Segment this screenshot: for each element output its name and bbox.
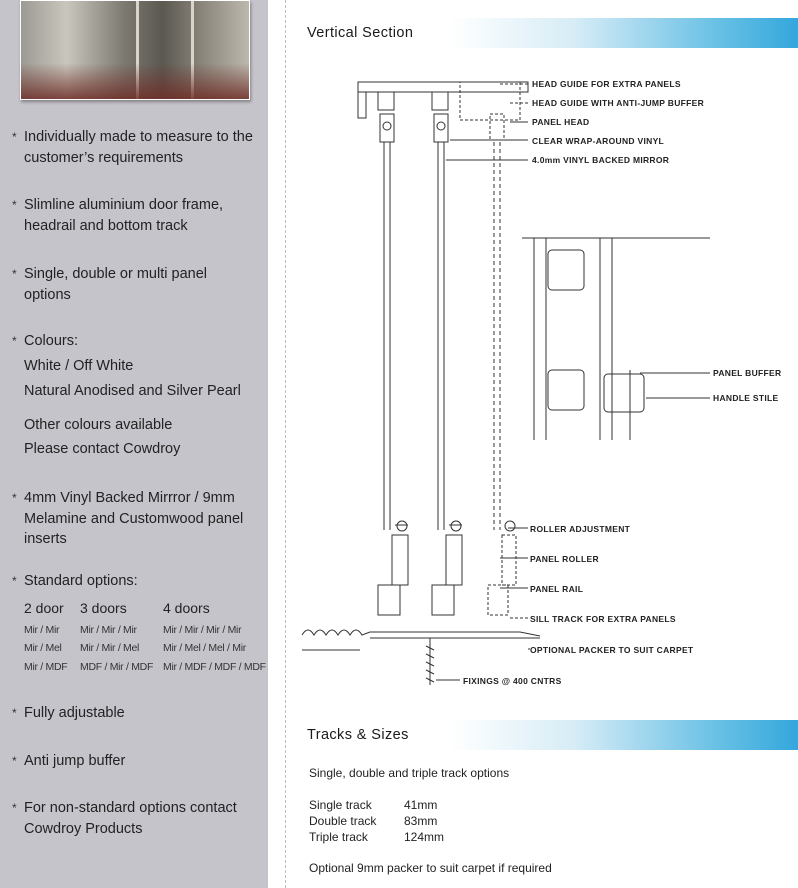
track-name: Single track bbox=[309, 798, 372, 812]
carpet bbox=[302, 630, 540, 636]
extra-roller bbox=[502, 535, 516, 585]
options-cell: Mir / Mir / Mir / Mir bbox=[163, 624, 242, 636]
bullet-icon: * bbox=[12, 130, 17, 144]
head-rail-lip bbox=[358, 92, 366, 118]
colour-line: Natural Anodised and Silver Pearl bbox=[24, 383, 241, 399]
bullet-text: Standard options: bbox=[24, 573, 138, 589]
head-guide bbox=[378, 92, 394, 110]
panel-roller bbox=[392, 535, 408, 585]
label-packer: OPTIONAL PACKER TO SUIT CARPET bbox=[530, 645, 694, 655]
bullet-text: Individually made to measure to the customer’s requirements bbox=[24, 129, 253, 166]
bullet-icon: * bbox=[12, 574, 17, 588]
bullet-text: For non-standard options contact Cowdroy Products bbox=[24, 800, 237, 837]
panel-head bbox=[434, 114, 448, 142]
section-title: Tracks & Sizes bbox=[307, 727, 409, 743]
head-guide bbox=[432, 92, 448, 110]
label-head-guide-anti: HEAD GUIDE WITH ANTI-JUMP BUFFER bbox=[532, 98, 705, 108]
track-name: Triple track bbox=[309, 830, 368, 844]
colour-line: Other colours available bbox=[24, 417, 173, 433]
track-name: Double track bbox=[309, 814, 377, 828]
options-cell: Mir / MDF / MDF / MDF bbox=[163, 661, 266, 673]
bullet-item bbox=[12, 571, 138, 592]
floor-shade bbox=[21, 63, 249, 99]
vertical-section-drawing bbox=[300, 60, 798, 700]
options-cell: MDF / Mir / MDF bbox=[80, 661, 154, 673]
track-size: 41mm bbox=[404, 798, 438, 812]
section-header-tracks bbox=[302, 720, 798, 750]
options-cell: Mir / Mel bbox=[24, 642, 62, 654]
bullet-item bbox=[12, 264, 224, 305]
panel-rail bbox=[378, 585, 400, 615]
options-cell: Mir / Mir / Mel bbox=[80, 642, 140, 654]
options-header: 3 doors bbox=[80, 600, 127, 616]
handle-stile-detail bbox=[604, 374, 644, 412]
section-header-vertical bbox=[302, 18, 798, 48]
bullet-icon: * bbox=[12, 334, 17, 348]
label-handle-stile: HANDLE STILE bbox=[713, 393, 779, 403]
label-panel-buffer: PANEL BUFFER bbox=[713, 368, 782, 378]
head-fastener bbox=[437, 122, 445, 130]
bullet-item bbox=[12, 331, 78, 352]
bullet-text: Slimline aluminium door frame, headrail and bottom track bbox=[24, 197, 224, 234]
tracks-intro: Single, double and triple track options bbox=[309, 766, 510, 780]
bullet-text: Colours: bbox=[24, 333, 78, 349]
options-cell: Mir / MDF bbox=[24, 661, 68, 673]
label-clear-vinyl: CLEAR WRAP-AROUND VINYL bbox=[532, 136, 665, 146]
panel-roller bbox=[446, 535, 462, 585]
bullet-item bbox=[12, 751, 125, 772]
label-vinyl-mirror: 4.0mm VINYL BACKED MIRROR bbox=[532, 155, 670, 165]
label-roller-adjust: ROLLER ADJUSTMENT bbox=[530, 524, 631, 534]
wardrobe-photo bbox=[20, 0, 250, 100]
bullet-icon: * bbox=[12, 198, 17, 212]
bullet-text: Single, double or multi panel options bbox=[24, 266, 207, 303]
bullet-item bbox=[12, 703, 125, 724]
bullet-text: 4mm Vinyl Backed Mirrror / 9mm Melamine and Customwood panel inserts bbox=[24, 490, 244, 547]
options-cell: Mir / Mir / Mir bbox=[80, 624, 137, 636]
bullet-icon: * bbox=[12, 491, 17, 505]
options-header: 4 doors bbox=[163, 600, 210, 616]
head-fastener bbox=[383, 122, 391, 130]
adjust-screw bbox=[505, 521, 515, 531]
label-panel-roller: PANEL ROLLER bbox=[530, 554, 599, 564]
label-head-guide-extra: HEAD GUIDE FOR EXTRA PANELS bbox=[532, 79, 681, 89]
bullet-icon: * bbox=[12, 267, 17, 281]
bullet-item bbox=[12, 195, 234, 236]
label-panel-head: PANEL HEAD bbox=[532, 117, 590, 127]
bullet-text: Fully adjustable bbox=[24, 705, 125, 721]
section-title: Vertical Section bbox=[307, 25, 414, 41]
label-sill-track: SILL TRACK FOR EXTRA PANELS bbox=[530, 614, 676, 624]
panel-buffer-detail bbox=[548, 370, 584, 410]
options-cell: Mir / Mir bbox=[24, 624, 60, 636]
panel-rail bbox=[432, 585, 454, 615]
adjust-screw bbox=[397, 521, 407, 531]
bullet-icon: * bbox=[12, 706, 17, 720]
options-cell: Mir / Mel / Mel / Mir bbox=[163, 642, 246, 654]
panel-head bbox=[380, 114, 394, 142]
bullet-icon: * bbox=[12, 754, 17, 768]
sill-track-extra bbox=[488, 585, 508, 615]
colour-line: White / Off White bbox=[24, 358, 134, 374]
extra-head bbox=[490, 114, 504, 140]
bullet-item bbox=[12, 798, 254, 839]
bullet-text: Anti jump buffer bbox=[24, 753, 126, 769]
bullet-icon: * bbox=[12, 801, 17, 815]
bullet-item bbox=[12, 127, 260, 168]
sidebar bbox=[0, 0, 268, 888]
bullet-item bbox=[12, 488, 254, 550]
track-size: 124mm bbox=[404, 830, 445, 844]
panel-buffer-detail bbox=[548, 250, 584, 290]
page-margin-guide bbox=[285, 0, 286, 888]
tracks-note: Optional 9mm packer to suit carpet if required bbox=[309, 861, 552, 875]
label-fixings: FIXINGS @ 400 CNTRS bbox=[463, 676, 562, 686]
label-panel-rail: PANEL RAIL bbox=[530, 584, 584, 594]
adjust-screw bbox=[451, 521, 461, 531]
colour-line: Please contact Cowdroy bbox=[24, 441, 181, 457]
options-header: 2 door bbox=[24, 600, 64, 616]
track-size: 83mm bbox=[404, 814, 438, 828]
